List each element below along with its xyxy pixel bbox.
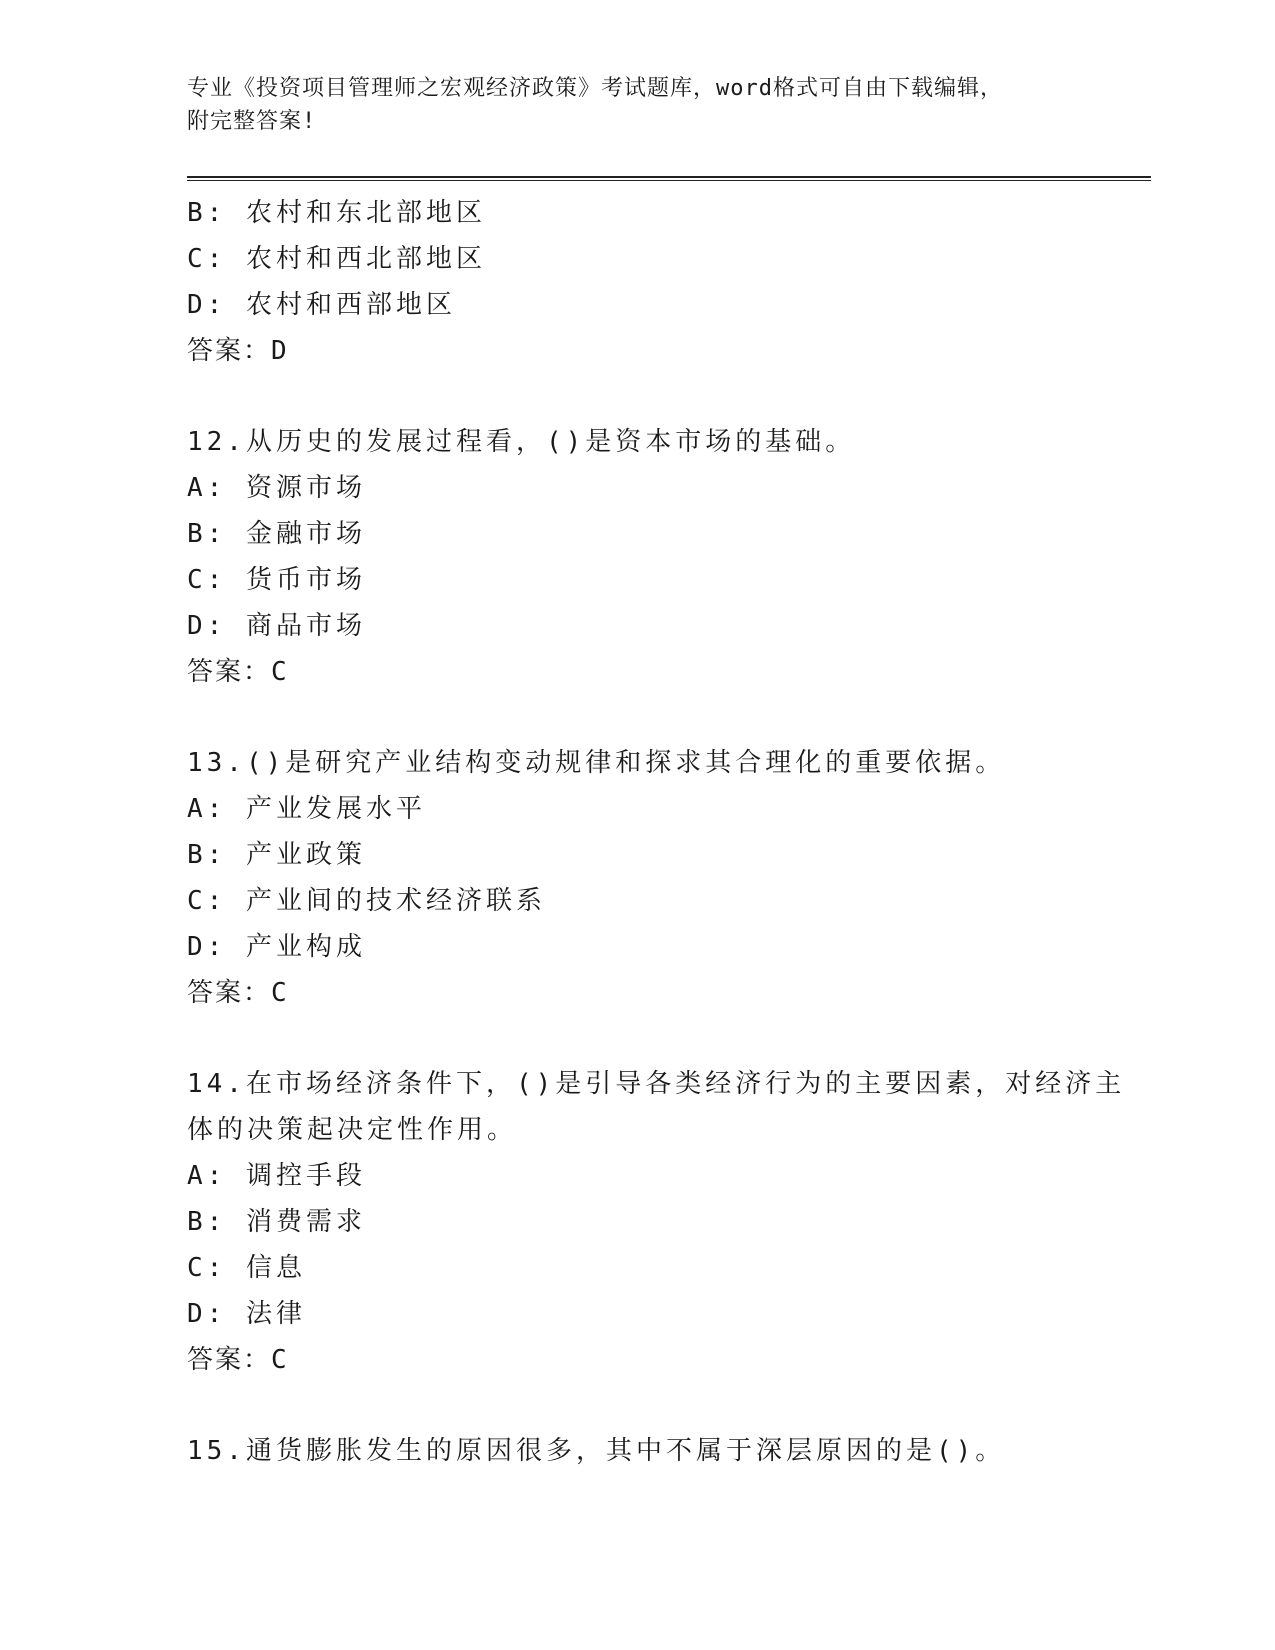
question-12 [187,419,1087,695]
question-13 [187,740,1087,1016]
question-15 [187,1428,1087,1474]
option-b: B: 金融市场 [187,519,366,549]
option-d: D: 法律 [187,1299,306,1329]
option-d: D: 商品市场 [187,611,366,641]
question-text: 15.通货膨胀发生的原因很多，其中不属于深层原因的是()。 [187,1436,1006,1466]
answer: 答案：D [187,336,289,366]
option-c: C: 货币市场 [187,565,366,595]
question-text: 12.从历史的发展过程看，()是资本市场的基础。 [187,427,856,457]
header-line-1: 专业《投资项目管理师之宏观经济政策》考试题库，word格式可自由下载编辑， [187,76,1003,101]
option-c: C: 农村和西北部地区 [187,244,486,274]
header-line-2: 附完整答案! [187,109,317,134]
question-14 [187,1061,1126,1383]
option-b: B: 产业政策 [187,840,366,870]
question-text-line-1: 14.在市场经济条件下，()是引导各类经济行为的主要因素，对经济主 [187,1069,1126,1099]
question-11 [187,190,1087,374]
question-list [187,190,1126,1474]
option-b: B: 消费需求 [187,1207,366,1237]
option-d: D: 农村和西部地区 [187,290,456,320]
option-c: C: 信息 [187,1253,306,1283]
option-b: B: 农村和东北部地区 [187,198,486,228]
answer: 答案：C [187,1345,289,1375]
document-header [187,72,1087,138]
answer: 答案：C [187,978,289,1008]
answer: 答案：C [187,657,289,687]
question-text: 13.()是研究产业结构变动规律和探求其合理化的重要依据。 [187,748,1006,778]
question-text-line-2: 体的决策起决定性作用。 [187,1115,518,1145]
option-c: C: 产业间的技术经济联系 [187,886,546,916]
option-a: A: 资源市场 [187,473,366,503]
option-a: A: 产业发展水平 [187,794,426,824]
option-d: D: 产业构成 [187,932,366,962]
option-a: A: 调控手段 [187,1161,366,1191]
header-divider [187,176,1151,181]
